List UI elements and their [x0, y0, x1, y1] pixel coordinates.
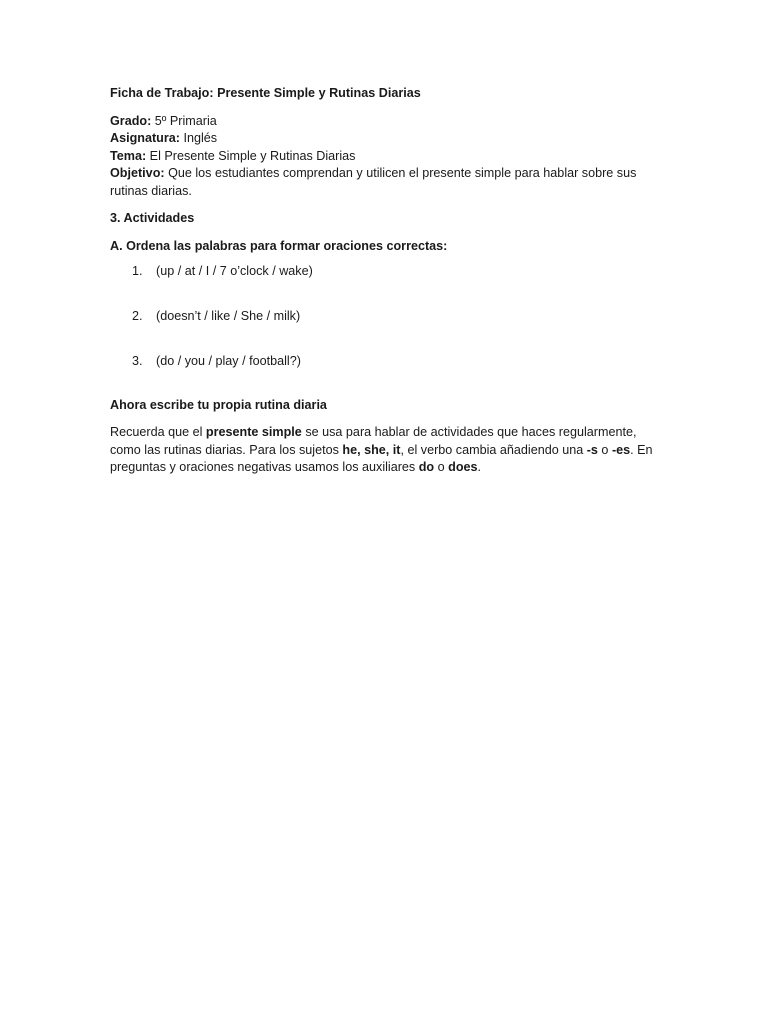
objetivo-line: [110, 165, 666, 200]
exercise-list: [110, 263, 666, 371]
routine-heading: Ahora escribe tu propia rutina diaria: [110, 397, 327, 412]
note-text: .: [477, 460, 482, 474]
asignatura-label: Asignatura:: [110, 131, 180, 145]
asignatura-line: [110, 130, 666, 148]
note-bold: he, she, it: [342, 442, 401, 457]
asignatura-value: Inglés: [179, 131, 218, 145]
exercise-number: 3.: [132, 354, 143, 368]
grammar-note: [110, 424, 666, 477]
note-bold: -s: [586, 442, 598, 457]
document-title: Ficha de Trabajo: Presente Simple y Rutinas Diarias: [110, 86, 421, 100]
tema-value: El Presente Simple y Rutinas Diarias: [146, 148, 356, 163]
exercise-text: (up / at / I / 7 o’clock / wake): [156, 264, 313, 278]
exercise-text: (doesn’t / like / She / milk): [156, 309, 301, 323]
note-bold: do: [418, 460, 435, 474]
grado-value: 5º Primaria: [151, 113, 217, 128]
tema-line: [110, 148, 666, 166]
note-text: , el verbo cambia añadiendo una: [400, 442, 587, 457]
exercise-item: [110, 308, 666, 326]
document-page: [110, 85, 666, 477]
note-bold: -es: [611, 442, 631, 457]
note-text: o: [434, 460, 449, 474]
objetivo-label: Objetivo:: [110, 166, 165, 180]
metadata-block: [110, 113, 666, 201]
note-text: o: [597, 442, 612, 457]
exercise-heading: A. Ordena las palabras para formar oraciones correctas:: [110, 238, 448, 253]
grado-label: Grado:: [110, 113, 152, 128]
exercise-item: [110, 263, 666, 281]
tema-label: Tema:: [110, 148, 147, 163]
exercise-text: (do / you / play / football?): [156, 354, 301, 368]
note-text: se usa para hablar de actividades que haces regularmente, como las rutinas diarias. Para los sujetos: [110, 425, 637, 457]
exercise-number: 2.: [132, 309, 143, 323]
section-heading: 3. Actividades: [110, 211, 195, 225]
note-text: . En preguntas y oraciones negativas usamos los auxiliares: [110, 442, 653, 474]
grado-line: [110, 113, 666, 131]
note-bold: presente simple: [205, 425, 302, 439]
exercise-number: 1.: [132, 264, 143, 278]
note-text: Recuerda que el: [110, 425, 206, 439]
note-bold: does: [448, 460, 478, 474]
objetivo-value: Que los estudiantes comprendan y utilicen el presente simple para hablar sobre sus rutinas diarias.: [110, 166, 637, 198]
exercise-item: [110, 353, 666, 371]
